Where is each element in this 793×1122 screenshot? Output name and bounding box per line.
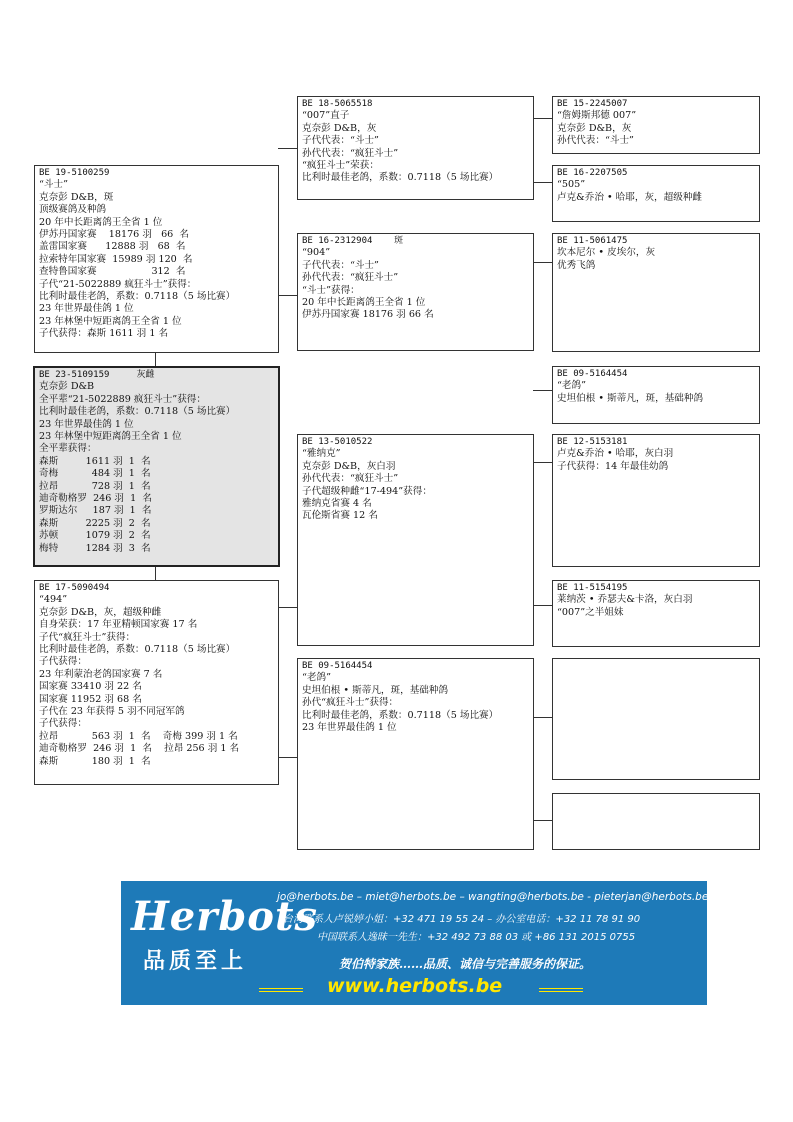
card-line: “雅纳克” <box>302 448 341 460</box>
card-line: 优秀飞鸽 <box>557 259 596 271</box>
card-line: 国家赛 33410 羽 22 名 <box>39 681 142 693</box>
card-line: 森斯 1611 羽 1 名 <box>39 455 151 467</box>
card-line: 克奈彭 D&B，斑 <box>39 191 114 203</box>
card-line: 伊苏丹国家赛 18176 羽 66 名 <box>39 229 189 241</box>
connector-ss-ssd <box>533 182 552 183</box>
connector-ds-dsd <box>533 605 552 606</box>
card-line: 孙代代表：“疯狂斗士” <box>302 147 399 159</box>
decorative-rule-right <box>539 988 583 992</box>
dam-sire-sire-card <box>552 434 760 567</box>
card-line: 卢克&乔治 • 哈耶，灰，超级种雌 <box>557 191 703 203</box>
decorative-rule-left <box>259 988 303 992</box>
connector-dam-dd <box>278 757 297 758</box>
card-line: 23 年世界最佳鸽 1 位 <box>302 722 397 734</box>
card-line: 克奈彭 D&B，灰，超级种雌 <box>39 606 162 618</box>
card-line: 比利时最佳老鸽，系数：0.7118（5 场比赛） <box>39 291 236 303</box>
dam-card <box>34 580 279 785</box>
card-line: 子代超级种雌“17-494”获得： <box>302 485 432 497</box>
card-line: “007”之半姐妹 <box>557 606 624 618</box>
ring-number: BE 09-5164454 <box>302 661 373 671</box>
card-line: 森斯 2225 羽 2 名 <box>39 517 151 529</box>
connector-ds-dss <box>533 462 552 463</box>
connector-sire-subject <box>155 352 156 366</box>
card-line: 克奈彭 D&B <box>39 381 95 393</box>
card-line: 雅纳克省赛 4 名 <box>302 498 372 510</box>
card-line: “904” <box>302 247 331 259</box>
card-line: 子代代表：“斗士” <box>302 135 379 147</box>
card-line: 孙代“疯狂斗士”获得： <box>302 697 399 709</box>
sire-sire-dam-card <box>552 165 760 222</box>
card-line: 23 年林堡中短距离鸽王全省 1 位 <box>39 431 182 443</box>
card-line: 全平辈“21-5022889 疯狂斗士”获得： <box>39 393 206 405</box>
card-line: “斗士”获得： <box>302 284 360 296</box>
banner-contact-china: 中国联系人逸昧一先生：+32 492 73 88 03 或 +86 131 2015 0755 <box>317 932 636 943</box>
card-line: 子代获得：14 年最佳幼鸽 <box>557 460 669 472</box>
card-line: 孙代代表：“疯狂斗士” <box>302 272 399 284</box>
card-line: 盖雷国家赛 12888 羽 68 名 <box>39 241 186 253</box>
ring-number: BE 12-5153181 <box>557 437 628 447</box>
herbots-logo: Herbots <box>131 893 318 940</box>
card-line: 瓦伦斯省赛 12 名 <box>302 510 378 522</box>
card-line: 查特鲁国家赛 312 名 <box>39 266 186 278</box>
ring-number: BE 09-5164454 <box>557 369 628 379</box>
card-line: 23 年利蒙治老鸽国家赛 7 名 <box>39 668 163 680</box>
ring-number: BE 18-5065518 <box>302 99 373 109</box>
sire-dam-card <box>297 233 534 351</box>
card-line: “505” <box>557 179 586 191</box>
card-line: “老鸽” <box>302 672 331 684</box>
card-line: 子代“21-5022889 疯狂斗士”获得： <box>39 278 197 290</box>
card-line: “老鸽” <box>557 380 586 392</box>
connector-sd-sds <box>533 262 552 263</box>
dam-dam-sire-card <box>552 658 760 780</box>
card-line: 苏顿 1079 羽 2 名 <box>39 530 151 542</box>
card-line: 子代获得： <box>39 656 87 668</box>
ring-number: BE 19-5100259 <box>39 168 110 178</box>
card-line: 比利时最佳老鸽，系数：0.7118（5 场比赛） <box>39 644 236 656</box>
connector-dd-dds <box>533 717 552 718</box>
card-line: 克奈彭 D&B，灰白羽 <box>302 460 396 472</box>
banner-emails[interactable]: jo@herbots.be – miet@herbots.be – wangting@herbots.be - pieterjan@herbots.be <box>277 891 709 903</box>
card-line: 史坦伯根 • 斯蒂凡，斑，基础种鸽 <box>302 684 449 696</box>
ring-number: BE 17-5090494 <box>39 583 110 593</box>
card-line: “詹姆斯邦德 007” <box>557 110 637 122</box>
ring-number: BE 23-5109159 灰雌 <box>39 370 155 380</box>
connector-sd-sdd <box>533 390 552 391</box>
card-line: 罗斯达尔 187 羽 1 名 <box>39 505 152 517</box>
card-line: 卢克&乔治 • 哈耶，灰白羽 <box>557 448 674 460</box>
subject-pigeon-card <box>33 366 280 567</box>
card-line: 拉索特年国家赛 15989 羽 120 名 <box>39 253 193 265</box>
ring-number: BE 16-2207505 <box>557 168 628 178</box>
ring-number: BE 13-5010522 <box>302 437 373 447</box>
connector-dam-ds <box>278 607 297 608</box>
card-line: 自身荣获：17 年亚精顿国家赛 17 名 <box>39 619 198 631</box>
dam-sire-card <box>297 434 534 646</box>
card-line: 20 年中长距离鸽王全省 1 位 <box>302 297 426 309</box>
sire-dam-sire-card <box>552 233 760 352</box>
connector-sire-sd <box>278 295 297 296</box>
connector-ss-sss <box>533 118 552 119</box>
card-line: 伊苏丹国家赛 18176 羽 66 名 <box>302 309 434 321</box>
banner-tagline: 品质至上 <box>143 949 248 974</box>
card-line: 国家赛 11952 羽 68 名 <box>39 693 142 705</box>
card-line: 子代在 23 年获得 5 羽不同冠军鸽 <box>39 706 185 718</box>
card-line: 迪奇勒格罗 246 羽 1 名 <box>39 493 152 505</box>
card-line: 比利时最佳老鸽，系数：0.7118（5 场比赛） <box>39 406 236 418</box>
card-line: 拉昂 563 羽 1 名 奇梅 399 羽 1 名 <box>39 730 238 742</box>
card-line: 莱纳茨 • 乔瑟夫&卡洛，灰白羽 <box>557 594 693 606</box>
sire-card <box>34 165 279 353</box>
connector-sire-ss <box>278 148 297 149</box>
card-line: 比利时最佳老鸽，系数：0.7118（5 场比赛） <box>302 172 499 184</box>
card-line: 史坦伯根 • 斯蒂凡，斑，基础种鸽 <box>557 392 704 404</box>
dam-dam-card <box>297 658 534 850</box>
connector-subject-dam <box>155 566 156 580</box>
banner-contact-taiwan: 台湾联系人卢锐婷小姐：+32 471 19 55 24 – 办公室电话：+32 11 78 91 90 <box>283 914 641 925</box>
card-line: 奇梅 484 羽 1 名 <box>39 468 151 480</box>
card-line: 拉昂 728 羽 1 名 <box>39 480 151 492</box>
card-line: “494” <box>39 594 68 606</box>
sire-sire-sire-card <box>552 96 760 154</box>
card-line: “斗士” <box>39 179 68 191</box>
dam-dam-dam-card <box>552 793 760 850</box>
ring-number: BE 11-5154195 <box>557 583 628 593</box>
card-line: 子代获得： <box>39 718 87 730</box>
ring-number: BE 16-2312904 斑 <box>302 236 404 246</box>
ring-number: BE 11-5061475 <box>557 236 628 246</box>
card-line: 孙代代表：“疯狂斗士” <box>302 473 399 485</box>
card-line: “007”直子 <box>302 110 350 122</box>
card-line: 20 年中长距离鸽王全省 1 位 <box>39 216 163 228</box>
card-line: 坎本尼尔 • 皮埃尔，灰 <box>557 247 656 259</box>
card-line: 子代“疯狂斗士”获得： <box>39 631 136 643</box>
sire-dam-dam-card <box>552 366 760 424</box>
card-line: 迪奇勒格罗 246 羽 1 名 拉昂 256 羽 1 名 <box>39 743 240 755</box>
card-line: “疯狂斗士”荣获： <box>302 160 379 172</box>
card-line: 森斯 180 羽 1 名 <box>39 755 151 767</box>
card-line: 23 年林堡中短距离鸽王全省 1 位 <box>39 315 182 327</box>
website-link[interactable]: www.herbots.be <box>327 975 503 997</box>
card-line: 子代获得：森斯 1611 羽 1 名 <box>39 328 169 340</box>
connector-dd-ddd <box>533 820 552 821</box>
card-line: 克奈彭 D&B，灰 <box>557 122 632 134</box>
herbots-banner <box>121 881 707 1005</box>
card-line: 23 年世界最佳鸽 1 位 <box>39 418 134 430</box>
dam-sire-dam-card <box>552 580 760 647</box>
card-line: 全平辈获得： <box>39 443 97 455</box>
sire-sire-card <box>297 96 534 200</box>
card-line: 比利时最佳老鸽，系数：0.7118（5 场比赛） <box>302 709 499 721</box>
card-line: 子代代表：“斗士” <box>302 259 379 271</box>
ring-number: BE 15-2245007 <box>557 99 628 109</box>
card-line: 克奈彭 D&B，灰 <box>302 122 377 134</box>
card-line: 孙代代表：“斗士” <box>557 135 634 147</box>
banner-promise: 贺伯特家族……品质、诚信与完善服务的保证。 <box>339 957 592 971</box>
card-line: 梅特 1284 羽 3 名 <box>39 542 151 554</box>
card-line: 顶级赛鸽及种鸽 <box>39 204 107 216</box>
card-line: 23 年世界最佳鸽 1 位 <box>39 303 134 315</box>
